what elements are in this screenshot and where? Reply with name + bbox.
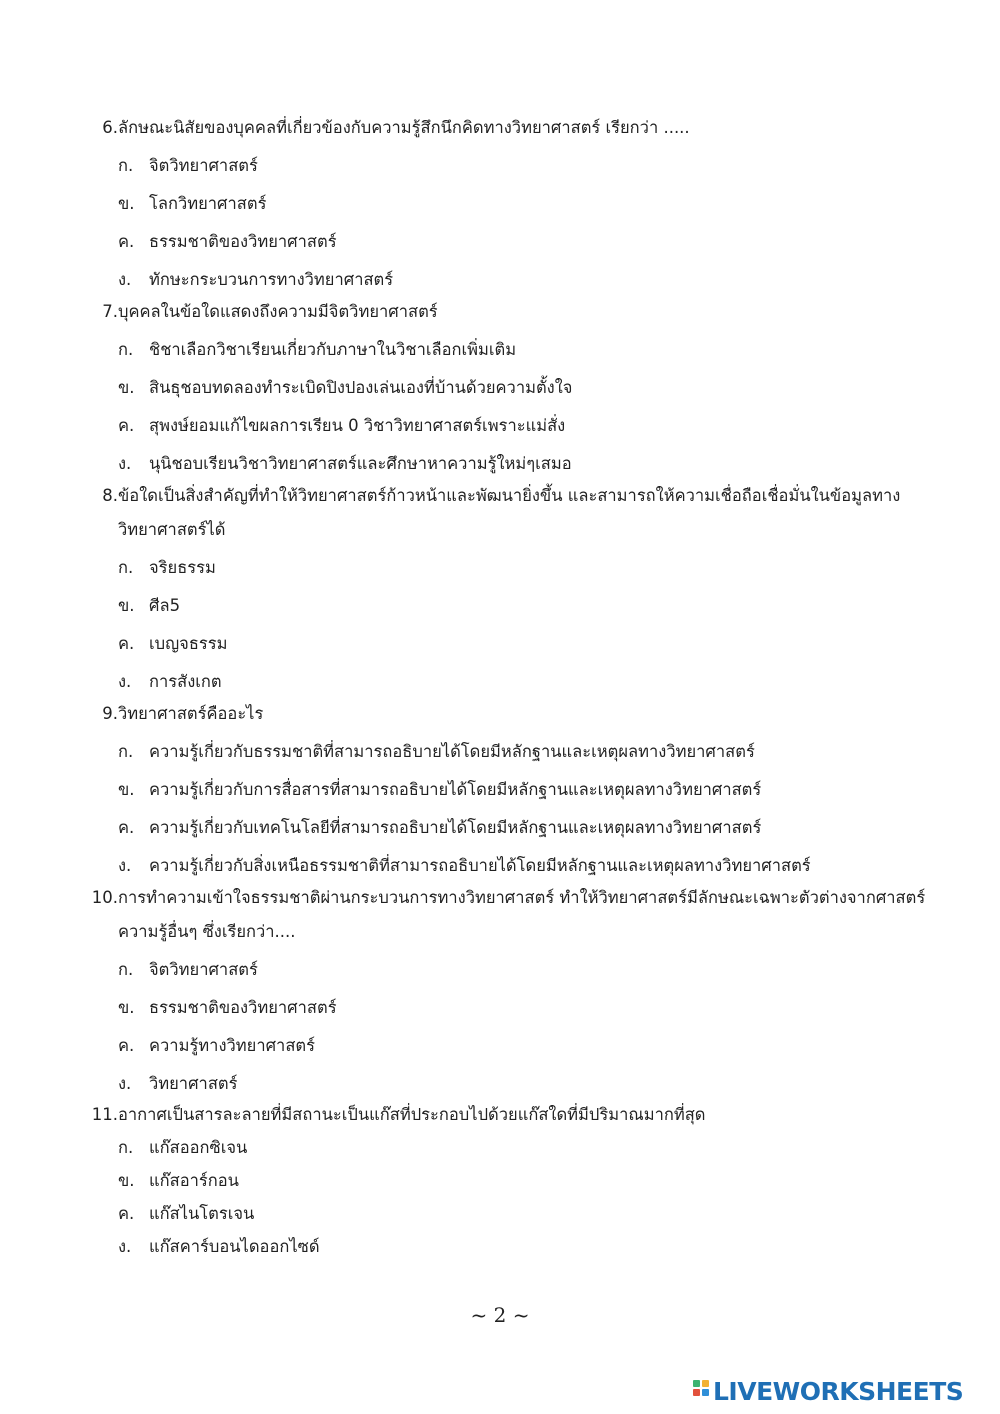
option-letter: ง. xyxy=(118,454,132,473)
option xyxy=(118,594,918,618)
option-letter: ข. xyxy=(118,378,135,397)
option-text: ทักษะกระบวนการทางวิทยาศาสตร์ xyxy=(149,270,394,289)
question-7 xyxy=(90,300,940,324)
option-letter: ก. xyxy=(118,340,134,359)
option-text: ความรู้เกี่ยวกับสิ่งเหนือธรรมชาติที่สามารถอธิบายได้โดยมีหลักฐานและเหตุผลทางวิทยาศาสตร์ xyxy=(149,856,811,875)
option xyxy=(118,1169,918,1193)
option-text: การสังเกต xyxy=(149,672,222,691)
option-text: จิตวิทยาศาสตร์ xyxy=(149,960,258,979)
option xyxy=(118,192,918,216)
option-text: สินธุชอบทดลองทำระเบิดปิงปองเล่นเองที่บ้านด้วยความตั้งใจ xyxy=(149,378,573,397)
option-letter: ง. xyxy=(118,1237,132,1256)
question-10 xyxy=(90,886,940,910)
option-letter: ง. xyxy=(118,856,132,875)
option xyxy=(118,670,918,694)
question-text: วิทยาศาสตร์คืออะไร xyxy=(118,704,264,723)
option xyxy=(118,996,918,1020)
question-text-continuation: ความรู้อื่นๆ ซึ่งเรียกว่า.... xyxy=(118,922,296,941)
option-letter: ง. xyxy=(118,270,132,289)
question-8 xyxy=(90,484,940,508)
option-text: โลกวิทยาศาสตร์ xyxy=(149,194,267,213)
question-11 xyxy=(90,1103,940,1127)
option-text: จริยธรรม xyxy=(149,558,216,577)
option xyxy=(118,414,918,438)
option-letter: ค. xyxy=(118,634,135,653)
option-letter: ก. xyxy=(118,742,134,761)
option-text: นุนิชอบเรียนวิชาวิทยาศาสตร์และศึกษาหาความรู้ใหม่ๆเสมอ xyxy=(149,454,572,473)
option xyxy=(118,632,918,656)
option-text: ความรู้ทางวิทยาศาสตร์ xyxy=(149,1036,315,1055)
brand-name: LIVEWORKSHEETS xyxy=(713,1376,964,1406)
question-6 xyxy=(90,116,940,140)
option xyxy=(118,1034,918,1058)
option-text: วิทยาศาสตร์ xyxy=(149,1074,238,1093)
option-letter: ข. xyxy=(118,194,135,213)
option-text: แก๊สออกซิเจน xyxy=(149,1138,248,1157)
option-letter: ค. xyxy=(118,1204,135,1223)
option-text: ความรู้เกี่ยวกับธรรมชาติที่สามารถอธิบายได้โดยมีหลักฐานและเหตุผลทางวิทยาศาสตร์ xyxy=(149,742,755,761)
option-text: ธรรมชาติของวิทยาศาสตร์ xyxy=(149,232,337,251)
option-letter: ก. xyxy=(118,156,134,175)
option xyxy=(118,1136,918,1160)
option-letter: ค. xyxy=(118,1036,135,1055)
option-text: เบญจธรรม xyxy=(149,634,228,653)
option xyxy=(118,1072,918,1096)
option-text: จิตวิทยาศาสตร์ xyxy=(149,156,258,175)
question-text: บุคคลในข้อใดแสดงถึงความมีจิตวิทยาศาสตร์ xyxy=(118,302,438,321)
question-number: 10. xyxy=(91,888,118,907)
option-text: ความรู้เกี่ยวกับเทคโนโลยีที่สามารถอธิบายได้โดยมีหลักฐานและเหตุผลทางวิทยาศาสตร์ xyxy=(149,818,762,837)
liveworksheets-logo-icon xyxy=(693,1380,710,1402)
option-text: แก๊สอาร์กอน xyxy=(149,1171,239,1190)
question-number: 6. xyxy=(102,118,118,137)
option xyxy=(118,154,918,178)
option xyxy=(118,816,918,840)
option xyxy=(118,452,918,476)
option-letter: ข. xyxy=(118,998,135,1017)
option-text: แก๊สคาร์บอนไดออกไซด์ xyxy=(149,1237,320,1256)
option xyxy=(118,230,918,254)
option xyxy=(118,338,918,362)
option-letter: ข. xyxy=(118,596,135,615)
option-text: สุพงษ์ยอมแก้ไขผลการเรียน 0 วิชาวิทยาศาสตร์เพราะแม่สั่ง xyxy=(149,416,566,435)
option-letter: ง. xyxy=(118,672,132,691)
question-number: 8. xyxy=(102,486,118,505)
question-text: ข้อใดเป็นสิ่งสำคัญที่ทำให้วิทยาศาสตร์ก้าวหน้าและพัฒนายิ่งขึ้น และสามารถให้ความเชื่อถือเชื่อมั่นในข้อมูลทาง xyxy=(118,486,901,505)
question-text: อากาศเป็นสารละลายที่มีสถานะเป็นแก๊สที่ประกอบไปด้วยแก๊สใดที่มีปริมาณมากที่สุด xyxy=(118,1105,706,1124)
question-text: ลักษณะนิสัยของบุคคลที่เกี่ยวข้องกับความรู้สึกนึกคิดทางวิทยาศาสตร์ เรียกว่า ..... xyxy=(118,118,690,137)
option-text: แก๊สไนโตรเจน xyxy=(149,1204,255,1223)
option-text: ธรรมชาติของวิทยาศาสตร์ xyxy=(149,998,337,1017)
option xyxy=(118,958,918,982)
option-text: ศีล5 xyxy=(149,596,181,615)
option-letter: ค. xyxy=(118,818,135,837)
option xyxy=(118,376,918,400)
question-number: 7. xyxy=(102,302,118,321)
question-text: การทำความเข้าใจธรรมชาติผ่านกระบวนการทางวิทยาศาสตร์ ทำให้วิทยาศาสตร์มีลักษณะเฉพาะตัวต่างจากศาสตร์ xyxy=(118,888,926,907)
option-letter: ข. xyxy=(118,1171,135,1190)
option-letter: ข. xyxy=(118,780,135,799)
option xyxy=(118,556,918,580)
option-letter: ค. xyxy=(118,416,135,435)
option xyxy=(118,1202,918,1226)
question-number: 9. xyxy=(102,704,118,723)
page-number: ~ 2 ~ xyxy=(470,1303,530,1327)
option-text: ความรู้เกี่ยวกับการสื่อสารที่สามารถอธิบายได้โดยมีหลักฐานและเหตุผลทางวิทยาศาสตร์ xyxy=(149,780,762,799)
question-text-continuation: วิทยาศาสตร์ได้ xyxy=(118,520,226,539)
option xyxy=(118,854,918,878)
option xyxy=(118,740,918,764)
option xyxy=(118,1235,918,1259)
option xyxy=(118,778,918,802)
liveworksheets-logo xyxy=(693,1376,963,1406)
option-text: ชิชาเลือกวิชาเรียนเกี่ยวกับภาษาในวิชาเลือกเพิ่มเติม xyxy=(149,340,517,359)
option-letter: ก. xyxy=(118,960,134,979)
question-number: 11. xyxy=(91,1105,118,1124)
option-letter: ง. xyxy=(118,1074,132,1093)
option-letter: ก. xyxy=(118,1138,134,1157)
option xyxy=(118,268,918,292)
option-letter: ค. xyxy=(118,232,135,251)
question-9 xyxy=(90,702,940,726)
option-letter: ก. xyxy=(118,558,134,577)
